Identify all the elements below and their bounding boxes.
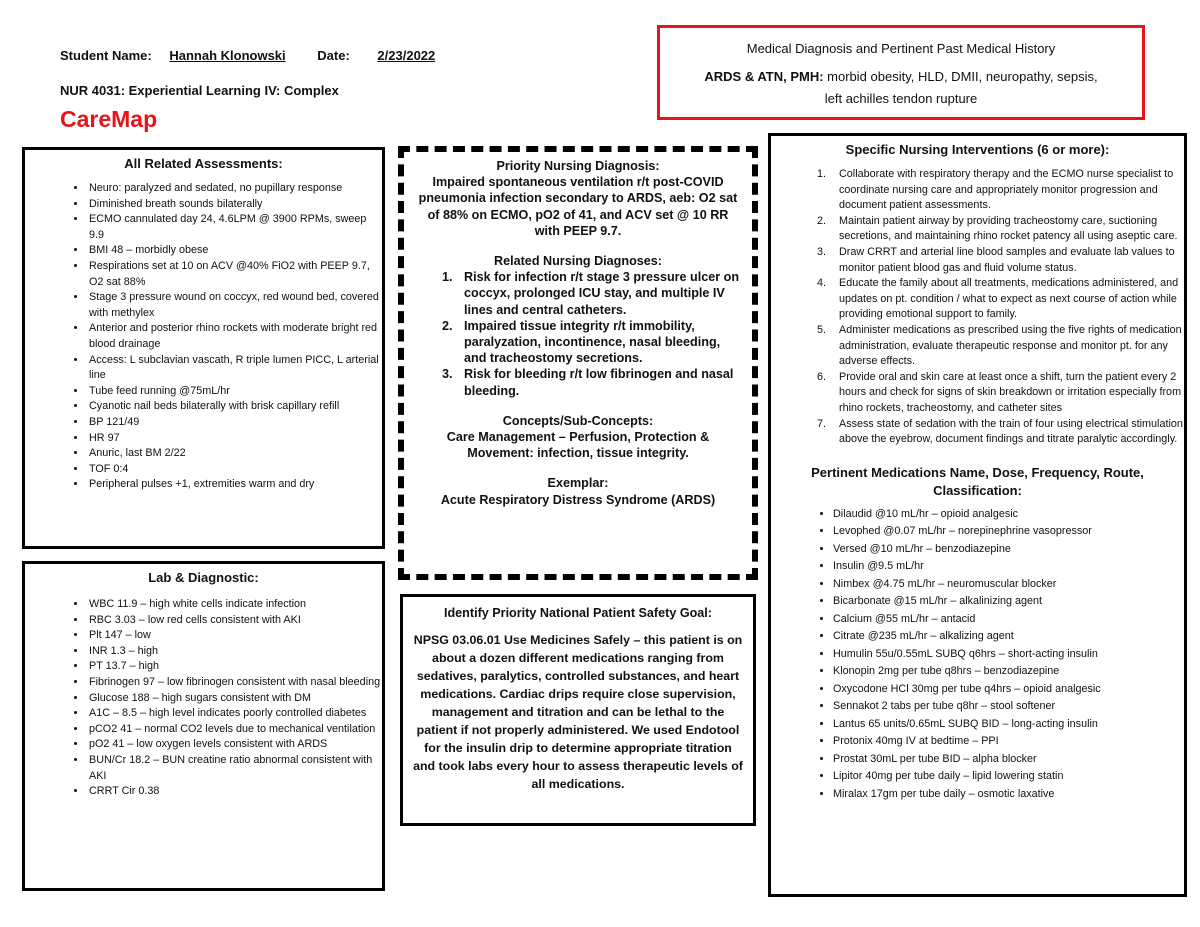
safety-text: NPSG 03.06.01 Use Medicines Safely – this patient is on about a dozen different medications ranging from sedatives, paralytics, controlled substances, and heart medications. Cardiac drips require close supervision, management and titration and can be lethal to the patient if not properly administered. We used Endotool for the insulin drip to determine appropriate titration and took labs every hour to assess therapeutic levels of all medications. [413, 633, 743, 792]
list-item: • INR 1.3 – high [87, 644, 382, 660]
safety-title: Identify Priority National Patient Safety Goal: [443, 606, 713, 620]
list-item: 2. Impaired tissue integrity r/t immobility, paralyzation, incontinence, nasal bleeding, and tracheostomy secretions. [456, 318, 740, 367]
list-item: • Peripheral pulses +1, extremities warm and dry [87, 477, 382, 493]
list-item: • Bicarbonate @15 mL/hr – alkalinizing agent [833, 593, 1184, 611]
medical-diagnosis-box [657, 25, 1145, 120]
list-item: 3. Risk for bleeding r/t low fibrinogen and nasal bleeding. [456, 366, 740, 398]
list-item: • Stage 3 pressure wound on coccyx, red wound bed, covered with methylex [87, 290, 382, 321]
student-name-label: Student Name: [60, 48, 152, 63]
list-item: • Protonix 40mg IV at bedtime – PPI [833, 733, 1184, 751]
assessments-list [25, 181, 382, 493]
list-item: • Citrate @235 mL/hr – alkalizing agent [833, 628, 1184, 646]
list-item: • RBC 3.03 – low red cells consistent with AKI [87, 613, 382, 629]
caremap-title: CareMap [60, 106, 158, 132]
interventions-list [771, 167, 1184, 448]
list-item: • HR 97 [87, 431, 382, 447]
list-item: • A1C – 8.5 – high level indicates poorly controlled diabetes [87, 706, 382, 722]
diagnosis-history: morbid obesity, HLD, DMII, neuropathy, sepsis, [823, 69, 1098, 84]
list-item: • Calcium @55 mL/hr – antacid [833, 611, 1184, 629]
list-item: 1. Collaborate with respiratory therapy and the ECMO nurse specialist to coordinate nursing care and appropriately monitor progression and document patient assessments. [829, 167, 1184, 214]
list-item: • Sennakot 2 tabs per tube q8hr – stool softener [833, 698, 1184, 716]
list-item: • Respirations set at 10 on ACV @40% FiO2 with PEEP 9.7, O2 sat 88% [87, 259, 382, 290]
list-item: • Humulin 55u/0.55mL SUBQ q6hrs – short-acting insulin [833, 646, 1184, 664]
list-item: • BUN/Cr 18.2 – BUN creatine ratio abnormal consistent with AKI [87, 753, 382, 784]
medications-title: Pertinent Medications Name, Dose, Frequency, Route, Classification: [811, 464, 1144, 498]
interventions-title: Specific Nursing Interventions (6 or more): [845, 142, 1110, 157]
labs-title: Lab & Diagnostic: [148, 570, 259, 585]
list-item: • Plt 147 – low [87, 628, 382, 644]
list-item: • Levophed @0.07 mL/hr – norepinephrine vasopressor [833, 523, 1184, 541]
list-item: • Anterior and posterior rhino rockets with moderate bright red blood drainage [87, 321, 382, 352]
list-item: • BMI 48 – morbidly obese [87, 243, 382, 259]
list-item: • WBC 11.9 – high white cells indicate infection [87, 597, 382, 613]
priority-title: Priority Nursing Diagnosis: [496, 159, 660, 173]
related-title: Related Nursing Diagnoses: [494, 254, 662, 269]
labs-list [25, 597, 382, 800]
list-item: • Glucose 188 – high sugars consistent with DM [87, 691, 382, 707]
list-item: • Access: L subclavian vascath, R triple lumen PICC, L arterial line [87, 353, 382, 384]
exemplar-title: Exemplar: [547, 476, 609, 491]
priority-diagnosis-box [398, 146, 758, 580]
list-item: • Prostat 30mL per tube BID – alpha blocker [833, 751, 1184, 769]
diagnosis-bold: ARDS & ATN, PMH: [704, 69, 824, 84]
student-name: Hannah Klonowski [169, 48, 286, 63]
list-item: • Lipitor 40mg per tube daily – lipid lowering statin [833, 768, 1184, 786]
list-item: • pCO2 41 – normal CO2 levels due to mechanical ventilation [87, 722, 382, 738]
labs-box [22, 561, 385, 891]
priority-text: Impaired spontaneous ventilation r/t post-COVID pneumonia infection secondary to ARDS, aeb: O2 sat of 88% on ECMO, pO2 of 41, and ACV set @ 10 RR with PEEP 9.7. [418, 175, 738, 238]
interventions-box [768, 133, 1187, 897]
date-value: 2/23/2022 [377, 48, 436, 63]
diagnosis-line-2: left achilles tendon rupture [824, 91, 978, 106]
list-item: 5. Administer medications as prescribed using the five rights of medication administration, evaluate therapeutic response and monitor pt. for any adverse effects. [829, 323, 1184, 370]
assessments-box [22, 147, 385, 549]
student-line [60, 48, 477, 63]
list-item: • Oxycodone HCl 30mg per tube q4hrs – opioid analgesic [833, 681, 1184, 699]
list-item: • Diminished breath sounds bilaterally [87, 197, 382, 213]
safety-goal-box [400, 594, 756, 826]
assessments-title: All Related Assessments: [124, 156, 283, 171]
medical-diagnosis-title: Medical Diagnosis and Pertinent Past Medical History [746, 41, 1056, 56]
list-item: • Nimbex @4.75 mL/hr – neuromuscular blocker [833, 576, 1184, 594]
list-item: 2. Maintain patient airway by providing tracheostomy care, suctioning secretions, and maintaining rhino rocket patency all using aseptic care. [829, 214, 1184, 245]
medications-list [771, 506, 1184, 804]
list-item: • Neuro: paralyzed and sedated, no pupillary response [87, 181, 382, 197]
list-item: • Lantus 65 units/0.65mL SUBQ BID – long-acting insulin [833, 716, 1184, 734]
list-item: • TOF 0:4 [87, 462, 382, 478]
list-item: • Klonopin 2mg per tube q8hrs – benzodiazepine [833, 663, 1184, 681]
exemplar-text: Acute Respiratory Distress Syndrome (ARDS) [440, 492, 716, 507]
list-item: • BP 121/49 [87, 415, 382, 431]
list-item: • PT 13.7 – high [87, 659, 382, 675]
list-item: 3. Draw CRRT and arterial line blood samples and evaluate lab values to monitor patient blood gas and fluid volume status. [829, 245, 1184, 276]
list-item: • Tube feed running @75mL/hr [87, 384, 382, 400]
list-item: • Cyanotic nail beds bilaterally with brisk capillary refill [87, 399, 382, 415]
list-item: • pO2 41 – low oxygen levels consistent with ARDS [87, 737, 382, 753]
list-item: 6. Provide oral and skin care at least once a shift, turn the patient every 2 hours and check for signs of skin breakdown or irritation especially from rhino rockets, tracheostomy, and catheter sites [829, 370, 1184, 417]
course-title: NUR 4031: Experiential Learning IV: Complex [60, 83, 339, 98]
list-item: • Miralax 17gm per tube daily – osmotic laxative [833, 786, 1184, 804]
list-item: 1. Risk for infection r/t stage 3 pressure ulcer on coccyx, prolonged ICU stay, and multiple IV lines and central catheters. [456, 269, 740, 318]
list-item: • Insulin @9.5 mL/hr [833, 558, 1184, 576]
list-item: • Dilaudid @10 mL/hr – opioid analgesic [833, 506, 1184, 524]
list-item: • Versed @10 mL/hr – benzodiazepine [833, 541, 1184, 559]
list-item: 7. Assess state of sedation with the train of four using electrical stimulation above the eyebrow, document findings and titrate paralytic accordingly. [829, 417, 1184, 448]
list-item: • CRRT Cir 0.38 [87, 784, 382, 800]
list-item: • Anuric, last BM 2/22 [87, 446, 382, 462]
related-list [416, 269, 740, 399]
list-item: • ECMO cannulated day 24, 4.6LPM @ 3900 RPMs, sweep 9.9 [87, 212, 382, 243]
diagnosis-line-1 [660, 66, 1142, 88]
list-item: • Fibrinogen 97 – low fibrinogen consistent with nasal bleeding [87, 675, 382, 691]
concepts-title: Concepts/Sub-Concepts: [502, 413, 654, 428]
date-label: Date: [317, 48, 350, 63]
list-item: 4. Educate the family about all treatments, medications administered, and updates on pt. condition / what to expect as next course of action while providing emotional support to family. [829, 276, 1184, 323]
concepts-text: Care Management – Perfusion, Protection & Movement: infection, tissue integrity. [446, 430, 710, 461]
